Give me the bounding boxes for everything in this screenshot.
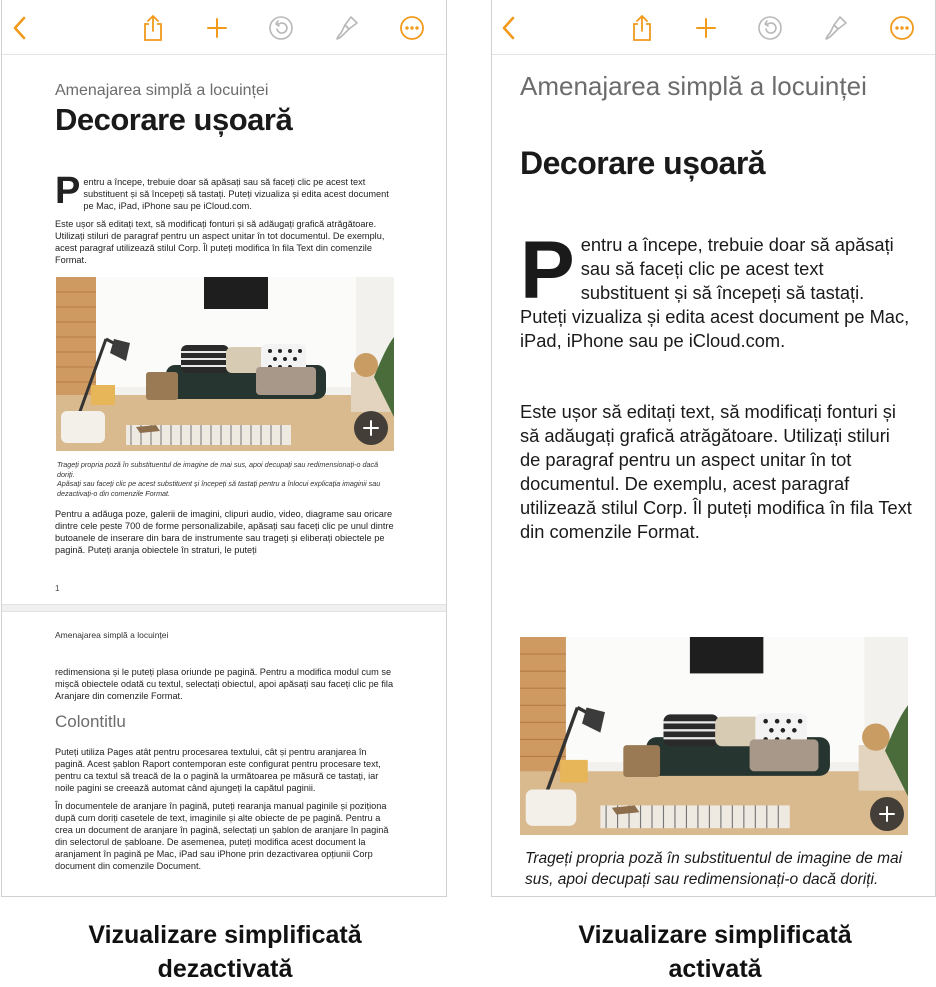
document-view-standard xyxy=(1,0,447,897)
more-icon xyxy=(889,15,915,41)
label-simplified-on: Vizualizare simplificată activată xyxy=(578,921,852,983)
image-placeholder[interactable] xyxy=(520,637,908,835)
body-paragraph-1[interactable]: Pentru a începe, trebuie doar să apăsați sau să faceți clic pe acest text substituent și să începeți să tastați. Puteți vizualiza și edita acest document pe Mac, iPad, iPhone sau pe iCloud.com. xyxy=(55,170,389,212)
share-button[interactable] xyxy=(139,14,167,42)
page-break xyxy=(2,604,446,612)
undo-icon xyxy=(757,15,783,41)
chevron-left-icon xyxy=(501,15,517,41)
undo-icon xyxy=(268,15,294,41)
share-icon xyxy=(141,14,165,42)
more-icon xyxy=(399,15,425,41)
image-caption[interactable]: Trageți propria poză în substituentul de imagine de mai sus, apoi decupați sau redimensionați-o dacă doriți. xyxy=(525,850,903,888)
page-number: 1 xyxy=(55,584,60,593)
plus-icon xyxy=(695,17,717,39)
document-subtitle[interactable]: Amenajarea simplă a locuinței xyxy=(55,82,269,99)
toolbar xyxy=(2,0,446,55)
image-caption[interactable]: Trageți propria poză în substituentul de imagine de mai sus, apoi decupați sau redimensionați-o dacă doriți. Apăsați sau faceți clic pe acest substituent și începeți să tastați pentru a înlocui explicația imaginii sau dezactivați-o din comenzile Format. xyxy=(57,460,381,498)
document-title[interactable]: Decorare ușoară xyxy=(520,145,766,181)
paintbrush-icon xyxy=(334,14,360,42)
more-button[interactable] xyxy=(888,14,916,42)
plus-icon xyxy=(206,17,228,39)
body-paragraph-2[interactable]: Este ușor să editați text, să modificați fonturi și să adăugați grafică atrăgătoare. Utilizați stiluri de paragraf pentru un aspect unitar în tot documentul. De exemplu, acest paragraf utilizează stilul Corp. Îl puteți modifica în fila Text din comenzile Format. xyxy=(520,401,912,542)
label-simplified-off: Vizualizare simplificată dezactivată xyxy=(88,921,362,983)
body-paragraph-6[interactable]: În documentele de aranjare în pagină, puteți rearanja manual paginile și poziționa după cum doriți casetele de text, imaginile și alte obiecte de pe pagină. Pentru a crea un document de aranjare în pagină, selectați un șablon de aranjare în pagină din selectorul de șabloane. De asemenea, puteți modifica acest document la aranjament în pagină pe Mac, iPad sau iPhone prin dezactivarea opțiunii Corp document din comenzile Document. xyxy=(55,801,389,871)
document-subtitle[interactable]: Amenajarea simplă a locuinței xyxy=(520,71,867,101)
body-paragraph-1[interactable]: Pentru a începe, trebuie doar să apăsați sau să faceți clic pe acest text substituent și să începeți să tastați. Puteți vizualiza și edita acest document pe Mac, iPad, iPhone sau pe iCloud.com. xyxy=(520,225,910,351)
share-button[interactable] xyxy=(628,14,656,42)
document-view-simplified xyxy=(491,0,936,897)
living-room-photo xyxy=(520,637,908,835)
section-heading[interactable]: Colontitlu xyxy=(55,712,126,731)
back-button[interactable] xyxy=(495,14,523,42)
back-button[interactable] xyxy=(6,14,34,42)
drop-cap: P xyxy=(520,225,575,316)
body-paragraph-2[interactable]: Este ușor să editați text, să modificați fonturi și să adăugați grafică atrăgătoare. Utilizați stiluri de paragraf pentru un aspect unitar în tot documentul. De exemplu, acest paragraf utilizează stilul Corp. Îl puteți modifica în fila Text din comenzile Format. xyxy=(55,219,385,265)
share-icon xyxy=(630,14,654,42)
plus-icon xyxy=(363,420,379,436)
undo-button[interactable] xyxy=(267,14,295,42)
image-placeholder[interactable] xyxy=(56,277,394,451)
chevron-left-icon xyxy=(12,15,28,41)
living-room-photo xyxy=(56,277,394,451)
media-insert-button[interactable] xyxy=(870,797,904,831)
document-title[interactable]: Decorare ușoară xyxy=(55,102,293,137)
body-paragraph-4[interactable]: redimensiona și le puteți plasa oriunde pe pagină. Pentru a modifica modul cum se mișcă obiectele odată cu textul, selectați obiectul, apoi apăsați sau faceți clic pe fila Aranjare din comenzile Format. xyxy=(55,667,394,701)
page-header[interactable]: Amenajarea simplă a locuinței xyxy=(55,630,169,640)
body-paragraph-3[interactable]: Pentru a adăuga poze, galerii de imagini, clipuri audio, video, diagrame sau oricare dintre cele peste 700 de forme personalizabile, apăsați sau faceți clic pe unul dintre butoanele de inserare din bara de instrumente sau trageți și eliberați obiectele pe pagină. Puteți aranja obiectele în straturi, le puteți xyxy=(55,509,394,555)
more-button[interactable] xyxy=(398,14,426,42)
insert-button[interactable] xyxy=(692,14,720,42)
insert-button[interactable] xyxy=(203,14,231,42)
format-button[interactable] xyxy=(822,14,850,42)
undo-button[interactable] xyxy=(756,14,784,42)
paintbrush-icon xyxy=(823,14,849,42)
drop-cap: P xyxy=(55,170,81,212)
toolbar xyxy=(492,0,935,55)
body-paragraph-5[interactable]: Puteți utiliza Pages atât pentru procesarea textului, cât și pentru aranjarea în pagină. Acest șablon Raport contemporan este configurat pentru procesare text, pentru ca textul să treacă de la o pagină la următoarea pe măsură ce tastați, iar noile pagini se creează automat când ajungeți la capătul paginii. xyxy=(55,747,381,793)
format-button[interactable] xyxy=(333,14,361,42)
plus-icon xyxy=(879,806,895,822)
media-insert-button[interactable] xyxy=(354,411,388,445)
